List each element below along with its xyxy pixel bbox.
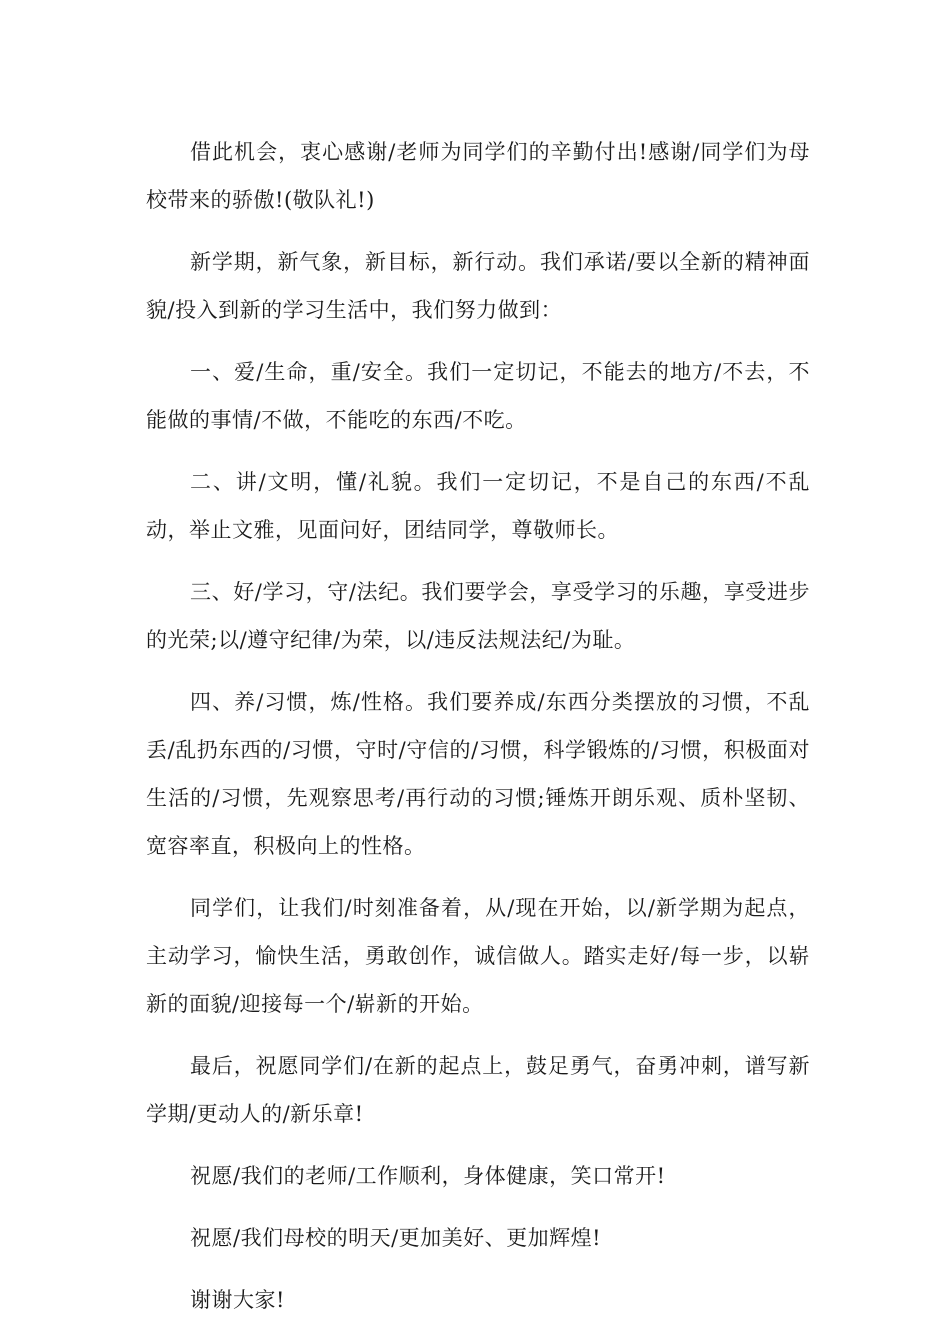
paragraph-thank-you: 谢谢大家! xyxy=(190,1288,285,1312)
document-body xyxy=(146,128,810,1338)
paragraph-point-four: 四、养/习惯，炼/性格。我们要养成/东西分类摆放的习惯，不乱丢/乱扔东西的/习惯，守时/守信的/习惯，科学锻炼的/习惯，积极面对生活的/习惯，先观察思考/再行动的习惯;锤炼开朗乐观、质朴坚韧、宽容率直，积极向上的性格。 xyxy=(146,690,810,858)
paragraph-point-three: 三、好/学习，守/法纪。我们要学会，享受学习的乐趣，享受进步的光荣;以/遵守纪律/为荣，以/违反法规法纪/为耻。 xyxy=(146,580,810,652)
paragraph-new-semester: 新学期，新气象，新目标，新行动。我们承诺/要以全新的精神面貌/投入到新的学习生活中，我们努力做到： xyxy=(146,250,810,322)
paragraph-wish-school: 祝愿/我们母校的明天/更加美好、更加辉煌! xyxy=(190,1226,602,1250)
paragraph-call-to-action: 同学们，让我们/时刻准备着，从/现在开始，以/新学期为起点，主动学习，愉快生活，勇敢创作，诚信做人。踏实走好/每一步，以崭新的面貌/迎接每一个/崭新的开始。 xyxy=(146,896,810,1016)
paragraph-closing-wish: 最后，祝愿同学们/在新的起点上，鼓足勇气，奋勇冲刺，谱写新学期/更动人的/新乐章! xyxy=(146,1054,810,1126)
paragraph-point-two: 二、讲/文明，懂/礼貌。我们一定切记，不是自己的东西/不乱动，举止文雅，见面问好，团结同学，尊敬师长。 xyxy=(146,470,810,542)
paragraph-thanks: 借此机会，衷心感谢/老师为同学们的辛勤付出!感谢/同学们为母校带来的骄傲!(敬队礼!) xyxy=(146,140,810,212)
paragraph-wish-teachers: 祝愿/我们的老师/工作顺利，身体健康，笑口常开! xyxy=(190,1164,666,1188)
paragraph-point-one: 一、爱/生命，重/安全。我们一定切记，不能去的地方/不去，不能做的事情/不做，不能吃的东西/不吃。 xyxy=(146,360,810,432)
